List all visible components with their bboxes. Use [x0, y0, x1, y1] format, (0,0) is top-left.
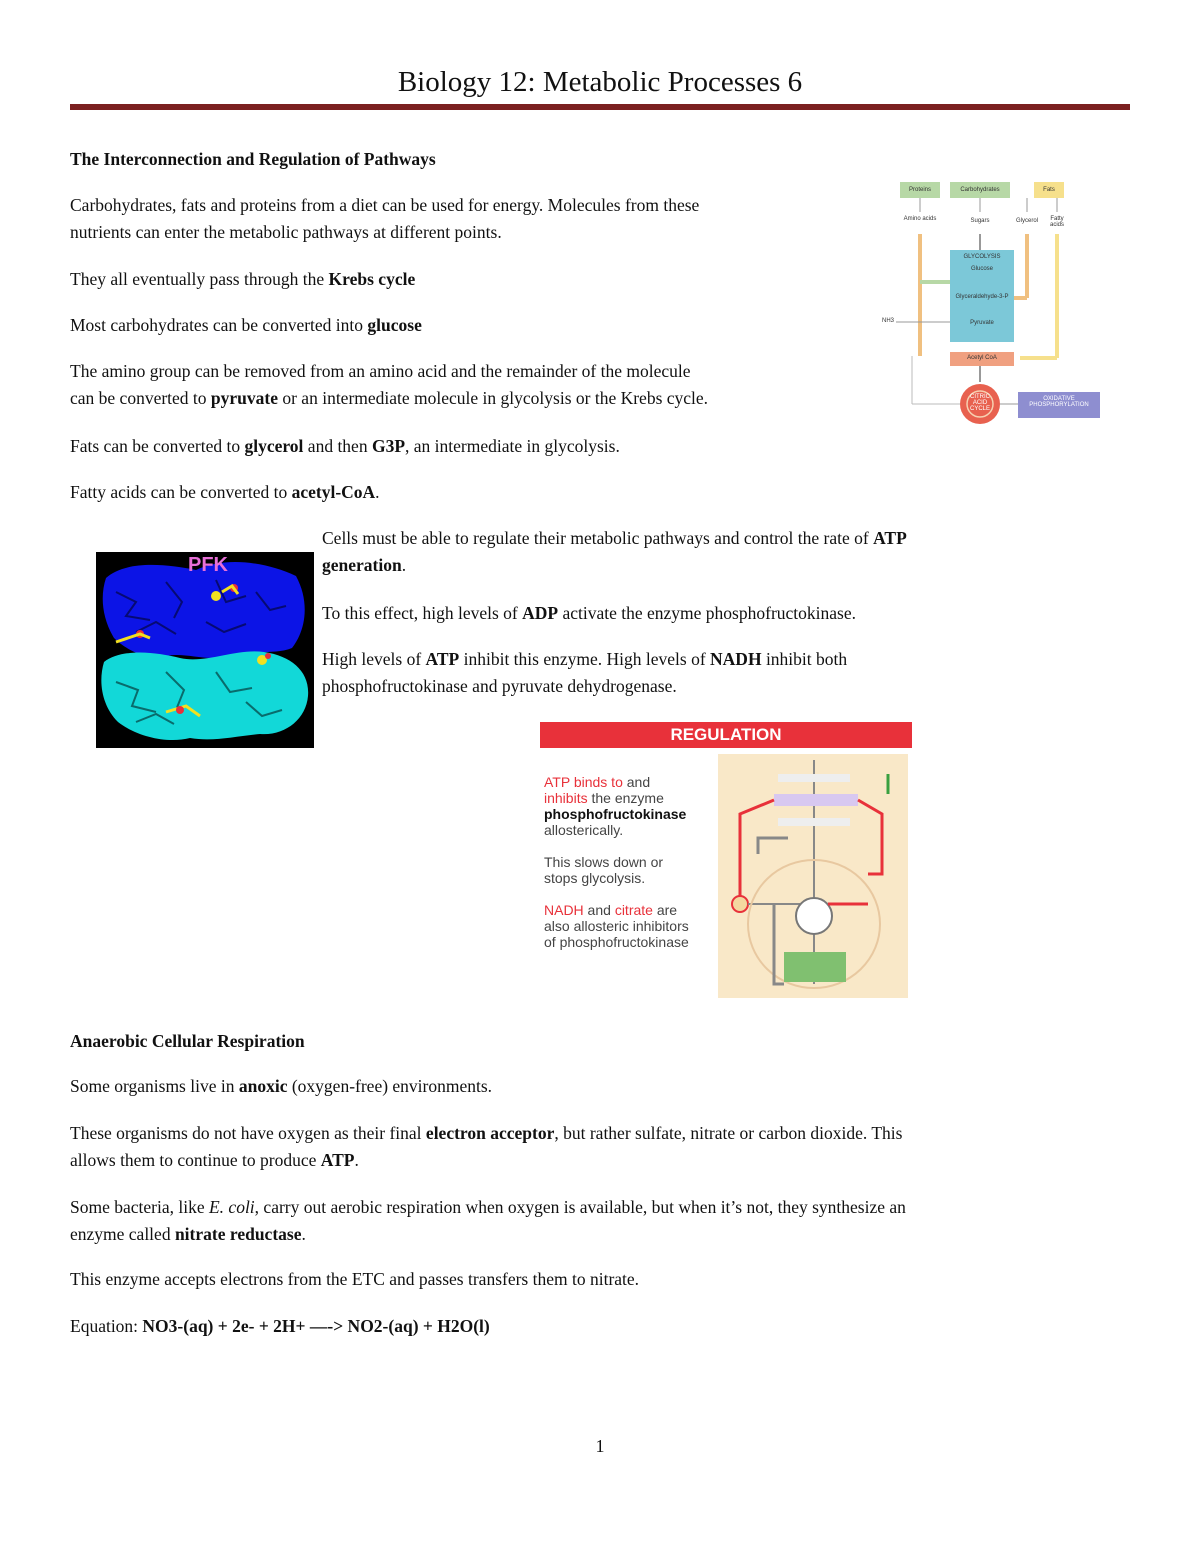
bold-term: glucose — [367, 315, 422, 335]
title-rule — [70, 104, 1130, 110]
text-run: the enzyme — [587, 790, 664, 806]
text-run: . — [401, 555, 407, 575]
label-glycolysis: GLYCOLYSIS — [963, 254, 1001, 260]
text-run: . — [375, 482, 380, 502]
page-number: 1 — [595, 1436, 605, 1456]
paragraph-electron-acceptor — [70, 1120, 1130, 1174]
text-run: phosphofructokinase — [544, 806, 687, 822]
bold-term: nitrate reductase — [174, 1224, 302, 1244]
text-line: phosphofructokinase and pyruvate dehydrogenase. — [322, 676, 677, 696]
text-run: and — [622, 774, 651, 790]
text-run: allows them to continue to produce — [70, 1150, 321, 1170]
text-run: Some bacteria, like — [70, 1197, 209, 1217]
text-run: of phosphofructokinase — [544, 934, 689, 950]
label-pyruvate: Pyruvate — [970, 320, 994, 326]
label-glucose: Glucose — [970, 266, 993, 272]
paragraph-adp — [322, 600, 856, 627]
bold-term: G3P — [371, 436, 406, 456]
text-run: NADH — [544, 902, 584, 918]
bold-term: NADH — [710, 649, 762, 669]
pfk-label: PFK — [188, 554, 228, 576]
text-run: can be converted to — [70, 388, 211, 408]
paragraph-regulate — [322, 525, 1062, 579]
bold-term: Krebs cycle — [328, 269, 416, 289]
label-oxidative-phosphorylation: OXIDATIVE PHOSPHORYLATION — [1029, 396, 1089, 408]
paragraph-fats — [70, 433, 620, 460]
label-sugars: Sugars — [970, 218, 990, 224]
label-fatty-acids: Fatty acids — [1049, 216, 1064, 228]
text-run: ATP — [544, 774, 574, 790]
regulation-diagram — [718, 754, 908, 998]
text-run: activate the enzyme phosphofructokinase. — [558, 603, 856, 623]
label-g3p: Glyceraldehyde-3-P — [955, 294, 1009, 300]
pfk-molecule — [96, 552, 314, 748]
text-run: stops glycolysis. — [544, 870, 646, 886]
text-run: citrate — [614, 902, 653, 918]
text-run: This slows down or — [544, 854, 664, 870]
equation: NO3-(aq) + 2e- + 2H+ —-> NO2-(aq) + H2O(l) — [142, 1316, 490, 1336]
text-run: allosterically. — [544, 822, 624, 838]
label-proteins: Proteins — [908, 187, 931, 193]
metabolic-pathways-figure — [872, 172, 1108, 448]
text-run: also allosteric inhibitors — [544, 918, 689, 934]
bold-term: acetyl-CoA — [291, 482, 376, 502]
label-amino-acids: Amino acids — [903, 216, 937, 222]
label-nh3: NH3 — [881, 318, 894, 324]
section-heading-pathways: The Interconnection and Regulation of Pathways — [70, 149, 436, 169]
regulation-banner: REGULATION — [540, 722, 912, 748]
text-run: are — [652, 902, 678, 918]
text-run: , carry out aerobic respiration when oxygen is available, but when it’s not, they synthesize an — [254, 1197, 906, 1217]
paragraph-glucose — [70, 312, 422, 339]
bold-term: pyruvate — [210, 388, 278, 408]
bold-term: glycerol — [244, 436, 304, 456]
label-glycerol: Glycerol — [1015, 218, 1038, 224]
text-run: These organisms do not have oxygen as their final — [70, 1123, 426, 1143]
paragraph-atp-nadh — [322, 646, 847, 700]
bold-term: anoxic — [238, 1076, 288, 1096]
text-run: and — [583, 902, 615, 918]
text-run: To this effect, high levels of — [322, 603, 523, 623]
text-run: High levels of — [322, 649, 426, 669]
text-run: , an intermediate in glycolysis. — [405, 436, 620, 456]
text-run: and then — [303, 436, 372, 456]
bold-term: ATP — [320, 1150, 355, 1170]
paragraph-equation — [70, 1313, 490, 1340]
text-run: inhibit this enzyme. High levels of — [459, 649, 711, 669]
text-run: , but rather sulfate, nitrate or carbon dioxide. This — [554, 1123, 903, 1143]
text-line: The amino group can be removed from an amino acid and the remainder of the molecule — [70, 361, 691, 381]
regulation-caption — [544, 774, 689, 950]
italic-term: E. coli — [208, 1197, 255, 1217]
text-run: . — [301, 1224, 306, 1244]
paragraph-fatty-acids — [70, 479, 380, 506]
text-run: (oxygen-free) environments. — [287, 1076, 493, 1096]
text-run: inhibit both — [761, 649, 848, 669]
label-acetyl-coa: Acetyl CoA — [967, 355, 997, 361]
bold-term: generation — [322, 555, 402, 575]
text-run: Equation: — [70, 1316, 143, 1336]
text-run: Most carbohydrates can be converted into — [70, 315, 368, 335]
text-run: Fats can be converted to — [70, 436, 245, 456]
text-line: Carbohydrates, fats and proteins from a diet can be used for energy. Molecules from these — [70, 195, 700, 215]
bold-term: ADP — [522, 603, 559, 623]
label-fats: Fats — [1043, 187, 1055, 193]
section-heading-anaerobic: Anaerobic Cellular Respiration — [70, 1031, 305, 1051]
pfk-structure-image — [96, 552, 314, 748]
paragraph-etc: This enzyme accepts electrons from the ETC and passes transfers them to nitrate. — [70, 1269, 640, 1289]
label-carbohydrates: Carbohydrates — [960, 187, 1000, 193]
regulation-diagram-panel — [718, 754, 908, 998]
text-run: They all eventually pass through the — [70, 269, 329, 289]
text-run: Fatty acids can be converted to — [70, 482, 292, 502]
page-title: Biology 12: Metabolic Processes 6 — [397, 66, 803, 98]
paragraph-krebs — [70, 266, 415, 293]
bold-term: ATP — [873, 528, 907, 548]
text-run: . — [354, 1150, 359, 1170]
paragraph-ecoli — [70, 1194, 1130, 1248]
text-run: or an intermediate molecule in glycolysis or the Krebs cycle. — [277, 388, 709, 408]
text-run: inhibits — [544, 790, 588, 806]
bold-term: electron acceptor — [425, 1123, 555, 1143]
text-run: enzyme called — [70, 1224, 175, 1244]
paragraph-anoxic — [70, 1073, 492, 1100]
regulation-figure — [540, 722, 912, 1000]
text-run: binds to — [573, 774, 623, 790]
paragraph-nutrients — [70, 192, 699, 246]
paragraph-amino — [70, 358, 708, 412]
text-run: Some organisms live in — [70, 1076, 239, 1096]
text-run: Cells must be able to regulate their metabolic pathways and control the rate of — [322, 528, 874, 548]
text-line: nutrients can enter the metabolic pathways at different points. — [70, 222, 502, 242]
label-citric-acid-cycle: CITRIC ACID CYCLE — [969, 394, 990, 412]
bold-term: ATP — [425, 649, 460, 669]
